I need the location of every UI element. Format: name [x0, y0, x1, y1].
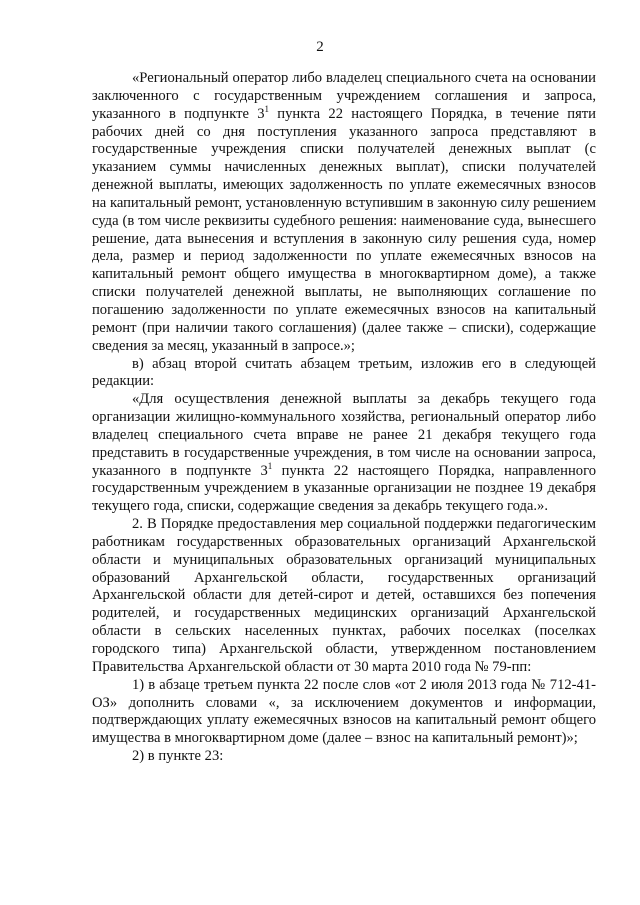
superscript: 1 [264, 103, 270, 114]
paragraph-regional-operator [92, 70, 596, 356]
document-body [92, 70, 596, 766]
paragraph-subitem-v [92, 356, 596, 392]
paragraph-subitem-2 [92, 748, 596, 766]
paragraph-subitem-1 [92, 677, 596, 748]
page-number: 2 [316, 39, 324, 55]
paragraph-text-cont: пункта 22 настоящего Порядка, направленного государственным учреждением в указанные организации не позднее 19 декабря текущего года, списки, содержащие сведения за декабрь текущего года.». [92, 462, 596, 515]
paragraph-text: «Региональный оператор либо владелец специального счета на основании заключенного с государственным учреждением соглашения и запроса, указанного в подпункте 3 [92, 70, 596, 122]
paragraph-item-2 [92, 516, 596, 677]
paragraph-text: 1) в абзаце третьем пункта 22 после слов «от 2 июля 2013 года № 712-41-ОЗ» дополнить словами «, за исключением документов и информации, подтверждающих уплату ежемесячных взносов на капитальный ремонт общего имущества в многоквартирном доме (далее – взнос на капитальный ремонт)»; [92, 676, 596, 747]
paragraph-text-cont: пункта 22 настоящего Порядка, в течение пяти рабочих дней со дня поступления указанного запроса представляют в государственные учреждения списки получателей денежных выплат (с указанием суммы начисленных денежных выплат), списки получателей денежной выплаты, имеющих задолженность по уплате ежемесячных взносов на капитальный ремонт, установленную вступившим в законную силу решением суда (в том числе реквизиты судебного решения: наименование суда, вынесшего решение, дата вынесения и вступления в законную силу решения суда, номер дела, размер и период задолженности по уплате ежемесячных взносов на капитальный ремонт общего имущества в многоквартирном доме), а также списки получателей денежной выплаты, не выполняющих соглашение по погашению задолженности по уплате ежемесячных взносов на капитальный ремонт (при наличии такого соглашения) (далее также – списки), содержащие сведения за месяц, указанный в запросе.»; [92, 105, 596, 354]
paragraph-december-payment [92, 391, 596, 516]
superscript: 1 [267, 460, 273, 471]
paragraph-text: 2) в пункте 23: [132, 748, 224, 765]
paragraph-text: в) абзац второй считать абзацем третьим, изложив его в следующей редакции: [92, 355, 596, 390]
paragraph-text: «Для осуществления денежной выплаты за декабрь текущего года организации жилищно-коммунального хозяйства, региональный оператор либо владелец специального счета вправе не ранее 21 декабря текущего года представить в государственные учреждения, в том числе на основании запроса, указанного в подпункте 3 [92, 391, 596, 479]
paragraph-text: 2. В Порядке предоставления мер социальной поддержки педагогическим работникам государственных образовательных организаций Архангельской области и муниципальных образовательных организаций муниципальных образований Архангельской области, государственных организаций Архангельской области для детей-сирот и детей, оставшихся без попечения родителей, и государственных медицинских организаций Архангельской области в сельских населенных пунктах, рабочих поселках (поселках городского типа) Архангельской области, утвержденном постановлением Правительства Архангельской области от 30 марта 2010 года № 79-пп: [92, 516, 596, 675]
